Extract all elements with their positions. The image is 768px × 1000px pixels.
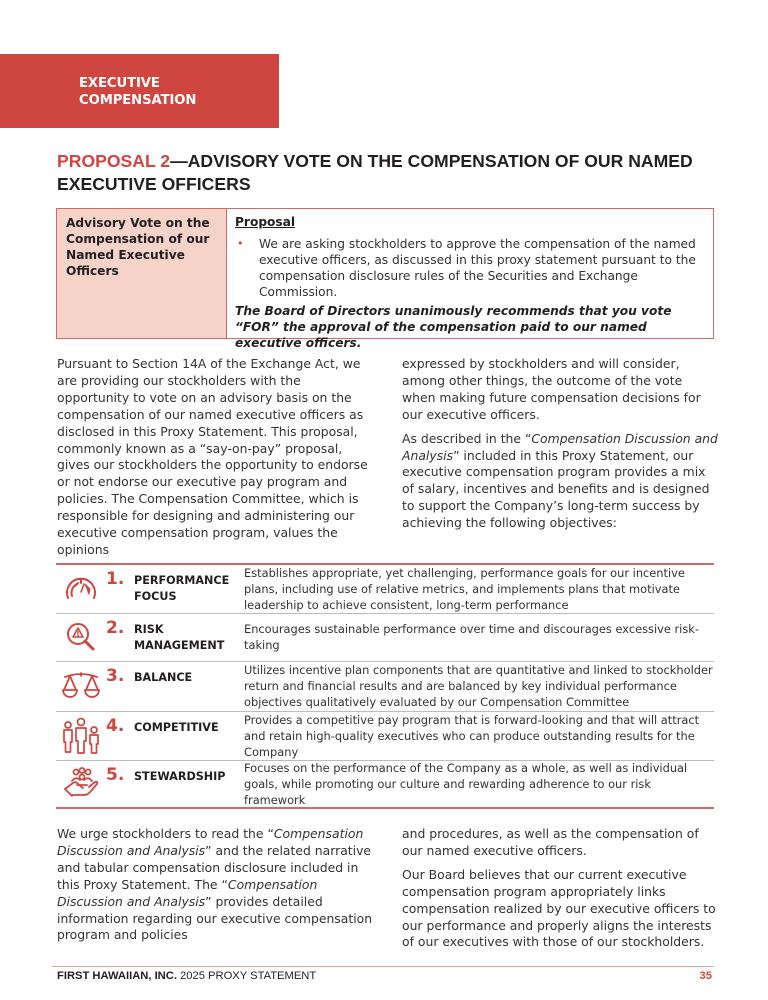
text-run: ” and the related narrative and tabular compensation disclosure included in this Proxy Statement. The “ bbox=[57, 842, 372, 892]
objective-number: 1. bbox=[106, 569, 125, 589]
section-banner bbox=[0, 54, 279, 128]
closing-paragraph: and procedures, as well as the compensation of our named executive officers. bbox=[402, 826, 699, 858]
footer-divider bbox=[52, 966, 714, 967]
objective-row bbox=[56, 712, 714, 761]
objective-row bbox=[56, 662, 714, 712]
objectives-table bbox=[56, 563, 714, 809]
intro-paragraph: Pursuant to Section 14A of the Exchange Act, we are providing our stockholders with the opportunity to vote on an advisory basis on the compensation of our named executive officers as disclosed in this Proxy Statement. This proposal, commonly known as a “say-on-pay” proposal, gives our stockholders the opportunity to endorse or not endorse our executive pay program and policies. The Compensation Committee, which is responsible for designing and administering our executive compensation program, values the opinions bbox=[57, 356, 368, 557]
objective-description: Establishes appropriate, yet challenging, performance goals for our incentive plans, including use of relative metrics, and implements plans that motivate leadership to achieve consistent, long-term performance bbox=[244, 565, 685, 612]
objective-number: 3. bbox=[106, 666, 125, 686]
footer-document-title bbox=[57, 970, 316, 982]
page-title bbox=[57, 150, 717, 196]
objective-number: 4. bbox=[106, 716, 125, 736]
magnifier-warning-icon bbox=[56, 621, 106, 655]
closing-left-column bbox=[57, 826, 373, 951]
intro-paragraph bbox=[402, 431, 718, 532]
objective-description: Utilizes incentive plan components that are quantitative and linked to stockholder return and financial results and are balanced by key individual performance objectives qualitatively evaluated by our Compensation Committee bbox=[244, 663, 713, 709]
objective-description: Encourages sustainable performance over time and discourages excessive risk-taking bbox=[244, 622, 699, 652]
page-title-accent: PROPOSAL 2 bbox=[57, 151, 171, 171]
text-run: As described in the “ bbox=[402, 430, 532, 446]
objective-description: Provides a competitive pay program that is forward-looking and that will attract and retain high-quality executives who can produce outstanding results for the Company bbox=[244, 712, 700, 759]
cda-reference: Compensation Discussion and Analysis bbox=[57, 826, 364, 858]
text-run: ” provides detailed information regarding our executive compensation program and policies bbox=[57, 893, 373, 943]
proposal-bullet bbox=[235, 236, 701, 300]
proposal-content-cell bbox=[227, 209, 713, 350]
objective-label: RISK MANAGEMENT bbox=[134, 623, 225, 652]
speedometer-icon bbox=[56, 574, 106, 604]
objective-label: BALANCE bbox=[134, 671, 193, 684]
banner-line-2: COMPENSATION bbox=[79, 93, 197, 108]
bullet-icon: • bbox=[237, 237, 244, 250]
people-group-icon bbox=[56, 717, 106, 755]
intro-right-column bbox=[402, 356, 718, 539]
banner-line-1: EXECUTIVE bbox=[79, 76, 160, 91]
objective-label: STEWARDSHIP bbox=[134, 770, 226, 783]
cda-reference: Compensation Discussion and Analysis bbox=[402, 430, 718, 463]
footer-document: 2025 PROXY STATEMENT bbox=[176, 970, 317, 982]
cda-reference: Compensation Discussion and Analysis bbox=[57, 876, 318, 909]
closing-right-column bbox=[402, 826, 718, 958]
objective-description: Focuses on the performance of the Company as a whole, as well as individual goals, while promoting our culture and rewarding adherence to our risk framework bbox=[244, 760, 688, 807]
objective-number: 5. bbox=[106, 765, 125, 785]
closing-paragraph: Our Board believes that our current executive compensation program appropriately links compensation realized by our executive officers to our performance and properly aligns the interests of our executives with those of our stockholders. bbox=[402, 866, 716, 950]
section-banner-label bbox=[79, 75, 196, 109]
objective-number: 2. bbox=[106, 618, 125, 638]
proposal-bullet-text: We are asking stockholders to approve the compensation of the named executive officers, as discussed in this proxy statement pursuant to the compensation disclosure rules of the Securities and Exchange Commission. bbox=[259, 237, 696, 299]
hand-holding-people-icon bbox=[56, 767, 106, 801]
objective-label: PERFORMANCE FOCUS bbox=[134, 574, 230, 603]
page-title-rest: —ADVISORY VOTE ON THE COMPENSATION OF OUR NAMED EXECUTIVE OFFICERS bbox=[57, 151, 693, 194]
proposal-label-cell: Advisory Vote on the Compensation of our Named Executive Officers bbox=[57, 209, 227, 338]
proposal-summary-box bbox=[56, 208, 714, 350]
footer-company: FIRST HAWAIIAN, INC. bbox=[57, 970, 177, 982]
text-run: We urge stockholders to read the “ bbox=[57, 826, 274, 841]
board-recommendation: The Board of Directors unanimously recommends that you vote “FOR” the approval of the compensation paid to our named executive officers. bbox=[235, 304, 672, 350]
objective-row bbox=[56, 565, 714, 614]
proposal-heading: Proposal bbox=[235, 215, 296, 229]
closing-paragraph bbox=[57, 826, 373, 944]
intro-left-column bbox=[57, 356, 373, 566]
page-number: 35 bbox=[699, 970, 712, 982]
intro-paragraph: expressed by stockholders and will consider, among other things, the outcome of the vote when making future compensation decisions for our executive officers. bbox=[402, 356, 701, 422]
objective-row bbox=[56, 614, 714, 662]
text-run: ” included in this Proxy Statement, our executive compensation program provides a mix of salary, incentives and benefits and is designed to support the Company’s long-term success by achieving the following objectives: bbox=[402, 447, 710, 531]
scales-icon bbox=[56, 671, 106, 703]
objective-label: COMPETITIVE bbox=[134, 721, 219, 734]
objective-row bbox=[56, 761, 714, 807]
